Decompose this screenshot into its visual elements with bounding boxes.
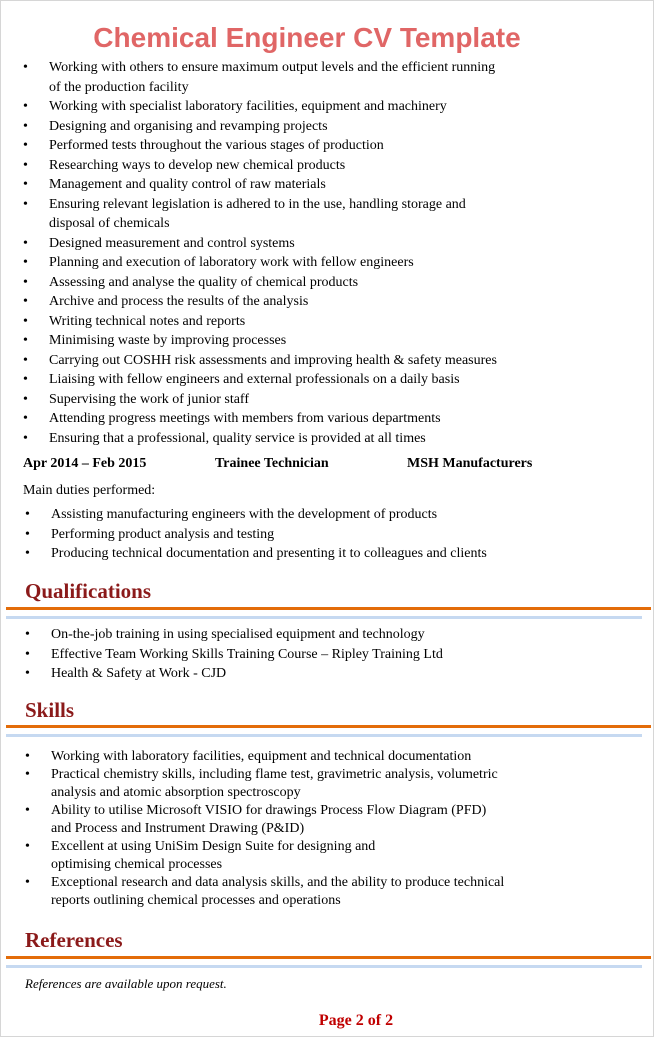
list-item: • Working with specialist laboratory facilities, equipment and machinery <box>1 98 621 117</box>
qualifications-heading: Qualifications <box>25 579 152 603</box>
bullet-icon: • <box>25 646 30 662</box>
list-item: • Practical chemistry skills, including flame test, gravimetric analysis, volumetric <box>3 766 623 784</box>
bullet-icon: • <box>25 839 30 854</box>
list-item: • Designed measurement and control systems <box>1 235 621 254</box>
list-item: • Planning and execution of laboratory work with fellow engineers <box>1 254 621 273</box>
bullet-icon: • <box>23 138 28 153</box>
bullet-icon: • <box>25 546 30 561</box>
bullet-icon: • <box>23 294 28 309</box>
bullet-icon: • <box>23 411 28 426</box>
list-item: • Liaising with fellow engineers and external professionals on a daily basis <box>1 371 621 390</box>
bullet-icon: • <box>25 875 30 890</box>
page-number: Page 2 of 2 <box>318 1012 394 1029</box>
section-divider <box>6 956 651 959</box>
bullet-icon: • <box>23 372 28 387</box>
section-divider <box>6 725 651 728</box>
list-item: • Excellent at using UniSim Design Suite for designing and <box>3 838 623 856</box>
bullet-icon: • <box>23 255 28 270</box>
bullet-icon: • <box>23 157 28 173</box>
section-divider-secondary <box>6 965 642 968</box>
bullet-icon: • <box>23 391 28 407</box>
job-dates: Apr 2014 – Feb 2015 <box>23 456 147 471</box>
list-item-continuation: reports outlining chemical processes and operations <box>51 893 341 908</box>
bullet-icon: • <box>23 430 28 446</box>
bullet-icon: • <box>23 99 28 114</box>
list-item-continuation: of the production facility <box>49 79 189 95</box>
list-item: • Management and quality control of raw materials <box>1 176 621 195</box>
job-role: Trainee Technician <box>215 456 329 471</box>
list-item: • Archive and process the results of the analysis <box>1 293 621 312</box>
bullet-icon: • <box>23 118 28 134</box>
list-item: • Attending progress meetings with members from various departments <box>1 410 621 429</box>
list-item: • Assisting manufacturing engineers with the development of products <box>3 506 623 525</box>
list-item: • Performing product analysis and testing <box>3 526 623 545</box>
list-item: • Designing and organising and revamping projects <box>1 118 621 137</box>
list-item: • Ability to utilise Microsoft VISIO for drawings Process Flow Diagram (PFD) <box>3 802 623 820</box>
list-item: • Effective Team Working Skills Training Course – Ripley Training Ltd <box>3 646 623 665</box>
list-item: • Supervising the work of junior staff <box>1 391 621 410</box>
list-item: • Exceptional research and data analysis skills, and the ability to produce technical <box>3 874 623 892</box>
list-item-continuation: optimising chemical processes <box>51 857 223 872</box>
bullet-icon: • <box>23 235 28 251</box>
experience-duties-list <box>1 59 621 449</box>
list-item: • Producing technical documentation and presenting it to colleagues and clients <box>3 545 623 564</box>
list-item: • On-the-job training in using specialised equipment and technology <box>3 626 623 645</box>
bullet-icon: • <box>23 352 28 368</box>
job-duties-list <box>3 506 623 565</box>
list-item: • Working with others to ensure maximum output levels and the efficient running <box>1 59 621 78</box>
list-item: • Ensuring that a professional, quality service is provided at all times <box>1 430 621 449</box>
bullet-icon: • <box>23 313 28 329</box>
list-item: • Health & Safety at Work - CJD <box>3 665 623 684</box>
list-item: • Writing technical notes and reports <box>1 313 621 332</box>
qualifications-list <box>3 626 623 685</box>
bullet-icon: • <box>25 526 30 542</box>
section-divider <box>6 607 651 610</box>
bullet-icon: • <box>25 627 30 642</box>
references-heading: References <box>25 928 123 952</box>
bullet-icon: • <box>23 196 28 212</box>
references-text: References are available upon request. <box>25 976 227 991</box>
duties-label: Main duties performed: <box>23 483 156 498</box>
list-item-continuation: and Process and Instrument Drawing (P&ID) <box>51 821 305 836</box>
bullet-icon: • <box>23 177 28 192</box>
list-item-continuation: analysis and atomic absorption spectroscopy <box>51 785 301 800</box>
list-item: • Performed tests throughout the various stages of production <box>1 137 621 156</box>
section-divider-secondary <box>6 734 642 737</box>
list-item: • Minimising waste by improving processes <box>1 332 621 351</box>
skills-heading: Skills <box>25 698 75 722</box>
bullet-icon: • <box>25 666 30 681</box>
bullet-icon: • <box>25 767 30 782</box>
list-item: • Working with laboratory facilities, equipment and technical documentation <box>3 748 623 766</box>
list-item: • Ensuring relevant legislation is adhered to in the use, handling storage and <box>1 196 621 215</box>
bullet-icon: • <box>23 274 28 290</box>
bullet-icon: • <box>25 507 30 522</box>
bullet-icon: • <box>25 803 30 818</box>
job-company: MSH Manufacturers <box>407 456 533 471</box>
list-item: • Carrying out COSHH risk assessments and improving health & safety measures <box>1 352 621 371</box>
bullet-icon: • <box>23 333 28 348</box>
list-item: • Assessing and analyse the quality of chemical products <box>1 274 621 293</box>
list-item: • Researching ways to develop new chemical products <box>1 157 621 176</box>
section-divider-secondary <box>6 616 642 619</box>
skills-list <box>3 748 623 910</box>
document-title: Chemical Engineer CV Template <box>93 22 521 53</box>
list-item-continuation: disposal of chemicals <box>49 216 170 231</box>
bullet-icon: • <box>23 60 28 75</box>
bullet-icon: • <box>25 749 30 764</box>
